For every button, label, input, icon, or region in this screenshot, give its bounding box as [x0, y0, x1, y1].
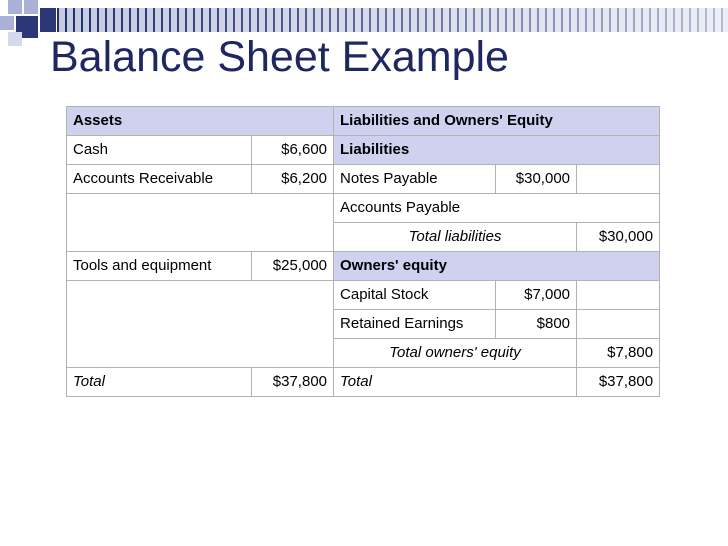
notes-payable-label: Notes Payable: [334, 165, 496, 194]
total-owners-equity-value: $7,800: [577, 339, 660, 368]
balance-sheet-table: [66, 106, 660, 397]
liabilities-header: Liabilities: [334, 136, 660, 165]
empty-cell: [67, 194, 334, 252]
retained-earnings-value: $800: [496, 310, 577, 339]
cash-value: $6,600: [252, 136, 334, 165]
capital-stock-value: $7,000: [496, 281, 577, 310]
tools-value: $25,000: [252, 252, 334, 281]
table-row: [67, 252, 660, 281]
assets-total-label: Total: [67, 368, 252, 397]
liabilities-equity-header: Liabilities and Owners' Equity: [334, 107, 660, 136]
table-row: [67, 107, 660, 136]
capital-stock-label: Capital Stock: [334, 281, 496, 310]
retained-earnings-label: Retained Earnings: [334, 310, 496, 339]
total-owners-equity-label: Total owners' equity: [334, 339, 577, 368]
accounts-receivable-value: $6,200: [252, 165, 334, 194]
total-liabilities-value: $30,000: [577, 223, 660, 252]
table-row: [67, 194, 660, 223]
liabilities-equity-total-label: Total: [334, 368, 577, 397]
assets-total-value: $37,800: [252, 368, 334, 397]
table-row: [67, 165, 660, 194]
empty-cell: [577, 281, 660, 310]
header-stripe: [57, 8, 728, 32]
empty-cell: [577, 165, 660, 194]
empty-cell: [577, 310, 660, 339]
tools-label: Tools and equipment: [67, 252, 252, 281]
cash-label: Cash: [67, 136, 252, 165]
accounts-receivable-label: Accounts Receivable: [67, 165, 252, 194]
empty-cell: [67, 281, 334, 368]
owners-equity-header: Owners' equity: [334, 252, 660, 281]
total-liabilities-label: Total liabilities: [334, 223, 577, 252]
notes-payable-value: $30,000: [496, 165, 577, 194]
assets-header: Assets: [67, 107, 334, 136]
slide-title: Balance Sheet Example: [50, 33, 509, 81]
accounts-payable-label: Accounts Payable: [334, 194, 660, 223]
table-row: [67, 281, 660, 310]
liabilities-equity-total-value: $37,800: [577, 368, 660, 397]
table-row: [67, 368, 660, 397]
table-row: [67, 136, 660, 165]
